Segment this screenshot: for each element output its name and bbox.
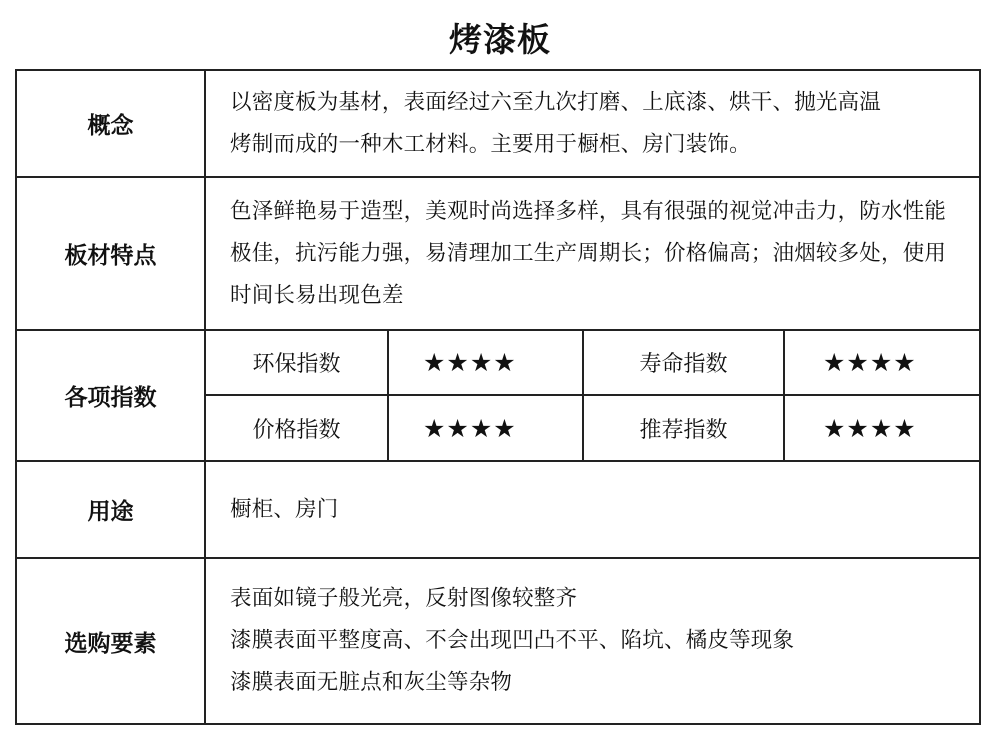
row-content-buying xyxy=(206,559,979,723)
buying-line: 漆膜表面无脏点和灰尘等杂物 xyxy=(230,670,513,695)
table-row-concept xyxy=(17,71,979,178)
table-row-indices xyxy=(17,331,979,462)
concept-line: 以密度板为基材，表面经过六至九次打磨、上底漆、烘干、抛光高温 xyxy=(230,89,882,115)
row-label-features: 板材特点 xyxy=(17,178,206,329)
table-row-buying xyxy=(17,559,979,723)
row-label-buying: 选购要素 xyxy=(17,559,206,723)
index-name-lifespan: 寿命指数 xyxy=(639,352,728,377)
index-stars-eco: ★★★★ xyxy=(423,348,517,377)
row-content-features xyxy=(206,178,979,329)
buying-line: 表面如镜子般光亮，反射图像较整齐 xyxy=(230,586,578,611)
row-label-concept: 概念 xyxy=(17,71,206,176)
table-row-features xyxy=(17,178,979,331)
page-title: 烤漆板 xyxy=(449,20,551,59)
index-name-price: 价格指数 xyxy=(252,417,341,443)
index-name-eco: 环保指数 xyxy=(252,352,341,377)
features-line: 极佳，抗污能力强，易清理加工生产周期长；价格偏高；油烟较多处，使用 xyxy=(230,240,947,266)
index-stars-price: ★★★★ xyxy=(423,413,517,443)
row-label-indices: 各项指数 xyxy=(17,331,206,460)
info-table xyxy=(15,69,981,725)
usage-text: 橱柜、房门 xyxy=(230,496,339,522)
concept-line: 烤制而成的一种木工材料。主要用于橱柜、房门装饰。 xyxy=(230,131,751,157)
index-name-recommend: 推荐指数 xyxy=(639,417,728,443)
index-stars-lifespan: ★★★★ xyxy=(823,348,917,377)
row-content-concept xyxy=(206,71,979,176)
index-stars-recommend: ★★★★ xyxy=(823,413,917,443)
table-row-usage xyxy=(17,462,979,559)
features-line: 时间长易出现色差 xyxy=(230,282,404,308)
row-label-usage: 用途 xyxy=(17,462,206,557)
row-content-usage xyxy=(206,462,979,557)
buying-line: 漆膜表面平整度高、不会出现凹凸不平、陷坑、橘皮等现象 xyxy=(230,628,795,653)
features-line: 色泽鲜艳易于造型，美观时尚选择多样，具有很强的视觉冲击力，防水性能 xyxy=(230,198,947,224)
indices-grid xyxy=(206,331,979,460)
